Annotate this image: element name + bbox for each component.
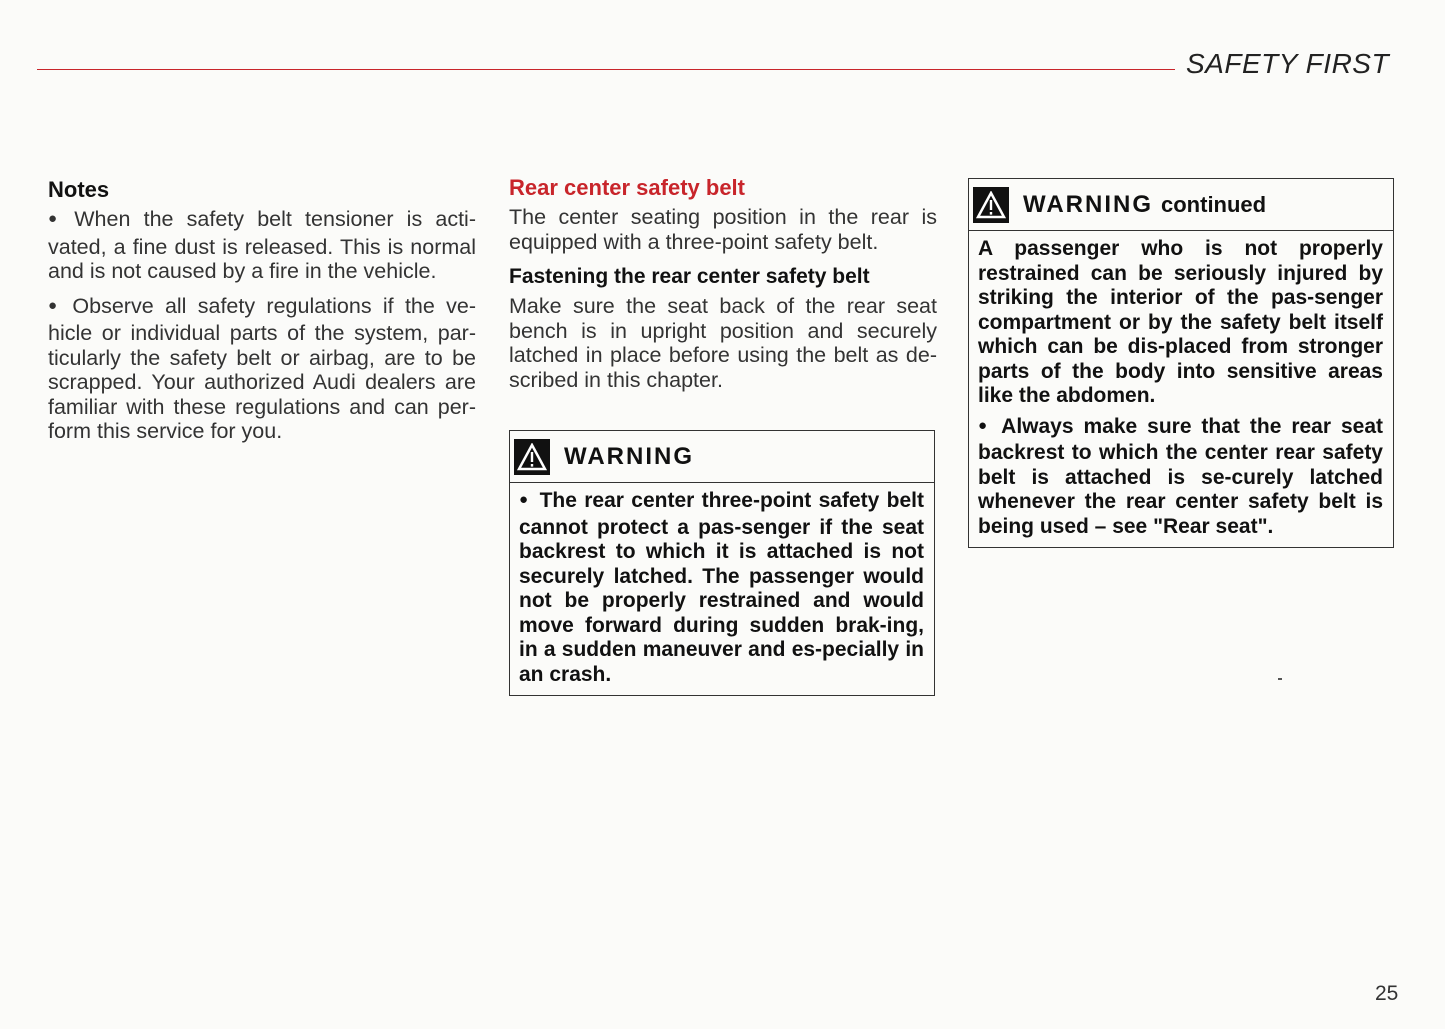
warning-header (510, 431, 934, 483)
notes-item-scrapping: ● Observe all safety regulations if the ve-hicle or individual parts of the system, par-ticularly the safety belt or airbag, are to be scrapped. Your authorized Audi dealers are familiar with these regulations and can per-form this service for you. (48, 294, 476, 444)
warning-body (510, 483, 934, 695)
notes-column (48, 177, 476, 454)
header-rule (37, 69, 1175, 70)
warning-continued-para-1: A passenger who is not properly restrained can be seriously injured by striking the interior of the pas-senger compartment or by the safety belt itself which can be dis-placed from stronger parts of the body into sensitive areas like the abdomen. (978, 237, 1383, 407)
section-title: SAFETY FIRST (1186, 48, 1390, 79)
warning-triangle-icon (514, 439, 550, 475)
warning-continued-title: WARNING (1023, 190, 1153, 218)
warning-continued-label: continued (1161, 191, 1267, 217)
rear-belt-column (509, 177, 937, 696)
rear-belt-intro: The center seating position in the rear is equipped with a three-point safety belt. (509, 205, 937, 254)
stray-mark (1278, 678, 1282, 680)
warning-continued-body (969, 231, 1393, 547)
warning-body-text: ● The rear center three-point safety belt cannot protect a pas-senger if the seat backrest to which it is attached is not securely latched. The passenger would not be properly restrained and would move forward during sudden brak-ing, in a sudden maneuver and es-pecially in an crash. (519, 489, 924, 687)
notes-item-tensioner: ● When the safety belt tensioner is acti-vated, a fine dust is released. This is normal and is not caused by a fire in the vehicle. (48, 207, 476, 284)
warning-continued-box (968, 178, 1394, 548)
warning-continued-header (969, 179, 1393, 231)
fastening-subheading: Fastening the rear center safety belt (509, 265, 870, 288)
warning-continued-para-2: ● Always make sure that the rear seat backrest to which the center rear safety belt is attached is se-curely latched whenever the rear center safety belt is being used – see "Rear seat". (978, 415, 1383, 540)
warning-title: WARNING (564, 442, 694, 470)
warning-box (509, 430, 935, 696)
fastening-body: Make sure the seat back of the rear seat bench is in upright position and securely latched in place before using the belt as de-scribed in this chapter. (509, 294, 937, 392)
warning-triangle-icon (973, 187, 1009, 223)
rear-belt-heading: Rear center safety belt (509, 175, 745, 200)
warning-continued-column (968, 178, 1394, 548)
notes-heading: Notes (48, 177, 110, 202)
page-number: 25 (1375, 982, 1399, 1005)
